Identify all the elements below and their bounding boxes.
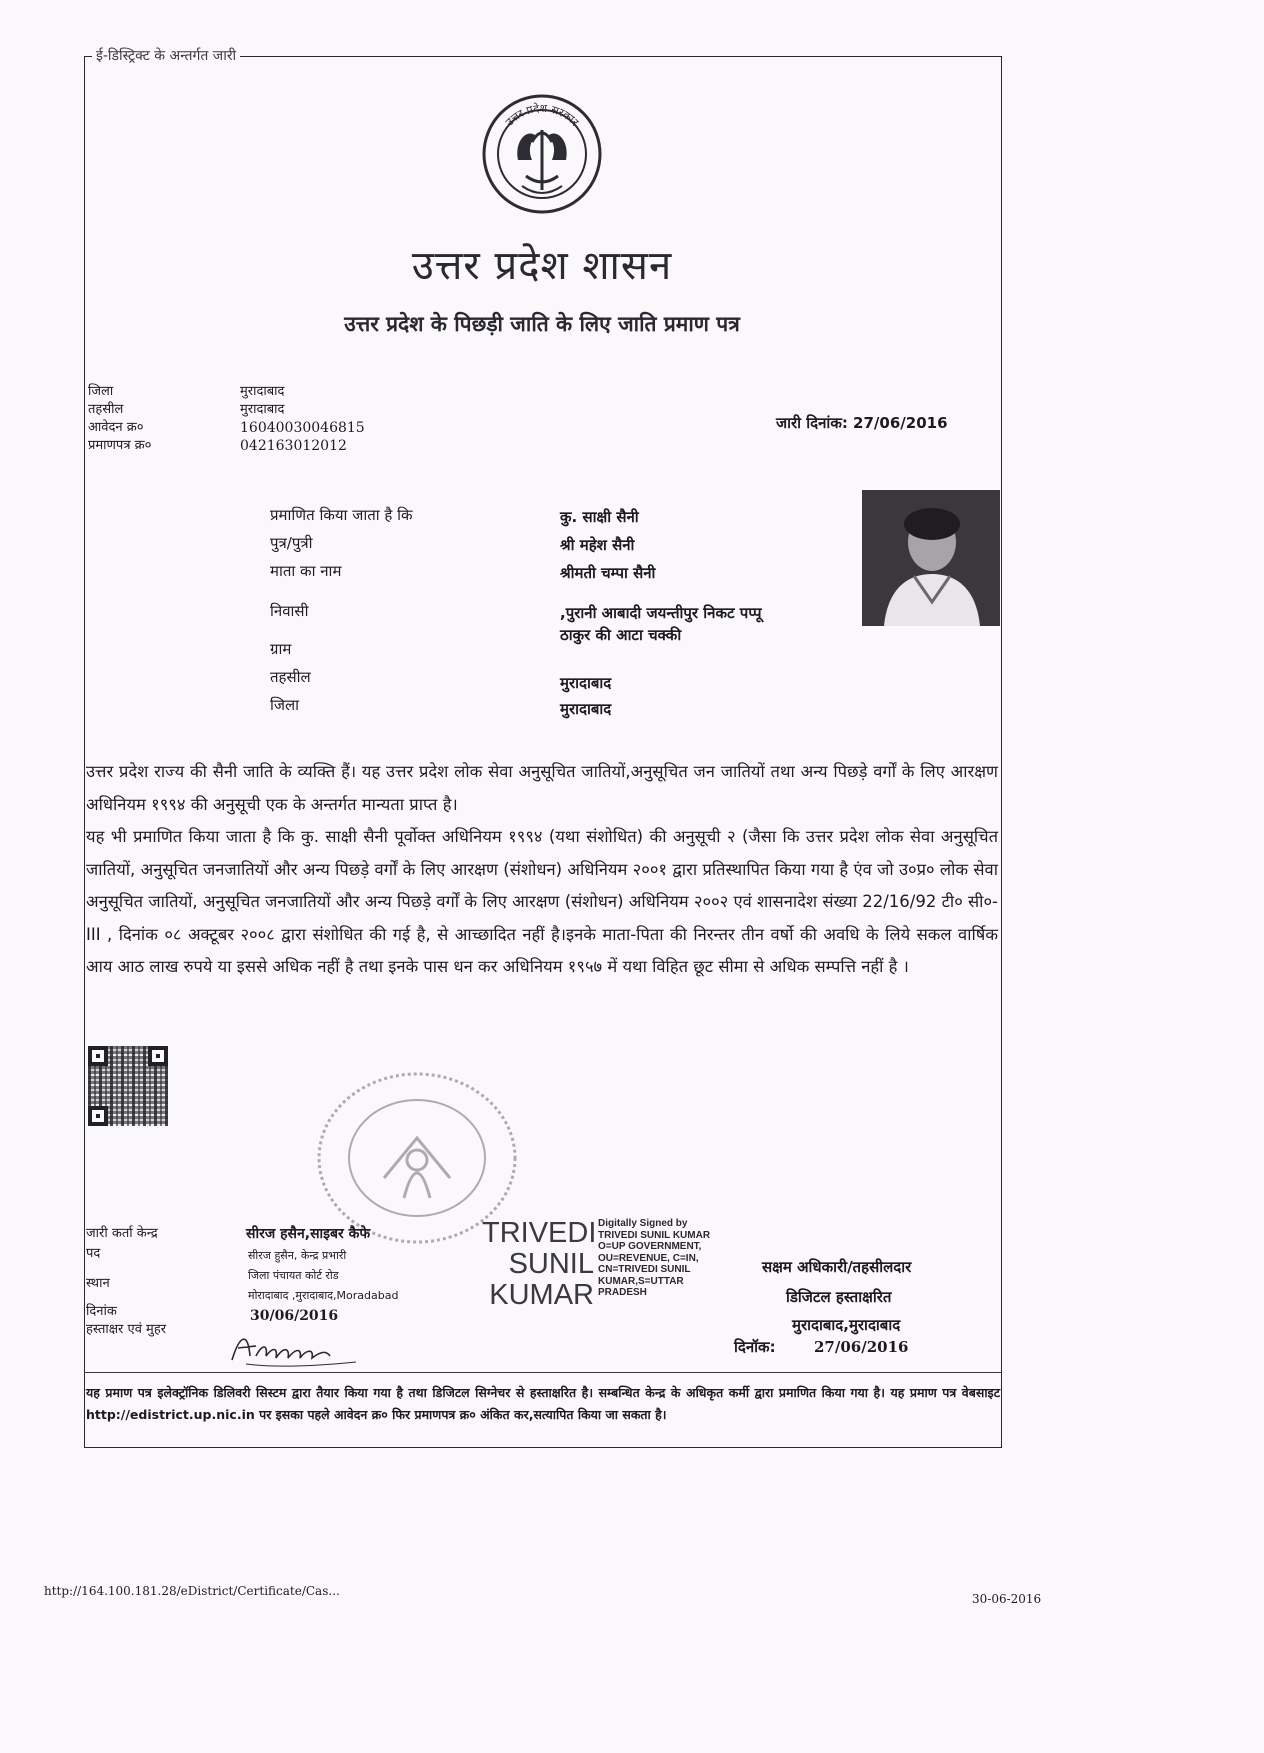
- body-paragraph-1: उत्तर प्रदेश राज्य की सैनी जाति के व्यक्ति हैं। यह उत्तर प्रदेश लोक सेवा अनुसूचित जातियों,अनुसूचित जन जातियों तथा अन्य पिछड़े वर्गों के लिए आरक्षण अधिनियम १९९४ की अनुसूची एक के अन्तर्गत मान्यता प्राप्त है।: [86, 762, 998, 814]
- meta-label-certificate-no: प्रमाणपत्र क्र०: [88, 438, 152, 453]
- label-mother-name: माता का नाम: [270, 562, 342, 580]
- father-name: श्री महेश सैनी: [560, 536, 635, 554]
- authority-digital-signed: डिजिटल हस्ताक्षरित: [786, 1288, 892, 1306]
- district-value: मुरादाबाद: [560, 700, 612, 718]
- issuer-label-center: जारी कर्ता केन्द्र: [86, 1226, 158, 1241]
- print-date: 30-06-2016: [972, 1592, 1042, 1606]
- page-title: उत्तर प्रदेश शासन: [411, 243, 673, 289]
- dsig-line: OU=REVENUE, C=IN,: [598, 1252, 699, 1264]
- meta-label-tehsil: तहसील: [88, 402, 124, 417]
- authority-date: 27/06/2016: [814, 1338, 909, 1356]
- issuer-name: सीरज हसैन,साइबर कैफे: [246, 1226, 371, 1242]
- label-resident: निवासी: [270, 602, 309, 620]
- issuer-designation: सीरज हुसैन, केन्द्र प्रभारी: [248, 1249, 347, 1262]
- meta-value-application-no: 16040030046815: [240, 420, 365, 436]
- digital-signer-name: [482, 1217, 597, 1311]
- issuer-signature: [226, 1326, 386, 1370]
- label-village: ग्राम: [270, 640, 292, 658]
- issuer-address: जिला पंचायत कोर्ट रोड: [248, 1269, 339, 1282]
- issuer-date: 30/06/2016: [250, 1308, 339, 1324]
- authority-title: सक्षम अधिकारी/तहसीलदार: [762, 1258, 912, 1276]
- authority-date-label: दिनॉक:: [734, 1338, 776, 1356]
- issuer-location: मोरादाबाद ,मुरादाबाद,Moradabad: [248, 1289, 399, 1302]
- label-district: जिला: [270, 696, 300, 714]
- svg-text:उत्तर प्रदेश सरकार: [503, 102, 582, 129]
- authority-place: मुरादाबाद,मुरादाबाद: [792, 1316, 901, 1334]
- tehsil-value: मुरादाबाद: [560, 674, 612, 692]
- issuer-label-date: दिनांक: [86, 1304, 117, 1319]
- applicant-name: कु. साक्षी सैनी: [560, 508, 639, 526]
- issuer-label-place: स्थान: [86, 1276, 110, 1291]
- label-certified-that: प्रमाणित किया जाता है कि: [270, 506, 413, 524]
- dsig-line: Digitally Signed by: [598, 1218, 688, 1229]
- up-government-emblem: [478, 90, 606, 214]
- mother-name: श्रीमती चम्पा सैनी: [560, 564, 656, 582]
- issue-date: जारी दिनांक: 27/06/2016: [776, 414, 948, 432]
- meta-label-application-no: आवेदन क्र०: [88, 420, 144, 435]
- certificate-subtitle: उत्तर प्रदेश के पिछड़ी जाति के लिए जाति प्रमाण पत्र: [344, 312, 740, 336]
- meta-label-district: जिला: [88, 384, 114, 399]
- certificate-body: [86, 756, 998, 984]
- issuer-label-signature-seal: हस्ताक्षर एवं मुहर: [86, 1322, 167, 1337]
- emblem-text: उत्तर प्रदेश सरकार: [502, 101, 582, 129]
- label-tehsil: तहसील: [270, 668, 311, 686]
- signer-name-line-3: KUMAR: [489, 1279, 594, 1311]
- header-note: ई-डिस्ट्रिक्ट के अन्तर्गत जारी: [92, 48, 240, 65]
- digital-signature-details: [598, 1218, 710, 1299]
- meta-value-tehsil: मुरादाबाद: [240, 402, 285, 417]
- address-line-1: ,पुरानी आबादी जयन्तीपुर निकट पप्पू: [560, 604, 762, 622]
- applicant-photo: [862, 490, 1000, 626]
- label-son-daughter-of: पुत्र/पुत्री: [270, 534, 313, 552]
- qr-code: [88, 1046, 168, 1126]
- dsig-line: KUMAR,S=UTTAR: [598, 1275, 684, 1287]
- dsig-line: O=UP GOVERNMENT,: [598, 1241, 702, 1252]
- footer-divider: [84, 1372, 1002, 1373]
- address-line-2: ठाकुर की आटा चक्की: [560, 626, 682, 644]
- meta-value-district: मुरादाबाद: [240, 384, 285, 399]
- dsig-line: PRADESH: [598, 1287, 647, 1298]
- dsig-line: TRIVEDI SUNIL KUMAR: [598, 1229, 711, 1241]
- dsig-line: CN=TRIVEDI SUNIL: [598, 1264, 691, 1275]
- signer-name-line-2: SUNIL: [508, 1248, 594, 1280]
- footer-note: यह प्रमाण पत्र इलेक्ट्रॉनिक डिलिवरी सिस्टम द्वारा तैयार किया गया है तथा डिजिटल सिग्नेचर से हस्ताक्षरित है। सम्बन्धित केन्द्र के अधिकृत कर्मी द्वारा प्रमाणित किया गया है। यह प्रमाण पत्र वेबसाइट http://edistrict.up.nic.in पर इसका पहले आवेदन क्र० फिर प्रमाणपत्र क्र० अंकित कर,सत्यापित किया जा सकता है।: [86, 1385, 1000, 1422]
- signer-name-line-1: TRIVEDI: [482, 1217, 597, 1249]
- print-url: http://164.100.181.28/eDistrict/Certificate/Cas...: [44, 1584, 340, 1598]
- body-paragraph-2: यह भी प्रमाणित किया जाता है कि कु. साक्षी सैनी पूर्वोक्त अधिनियम १९९४ (यथा संशोधित) की अनुसूची २ (जैसा कि उत्तर प्रदेश लोक सेवा अनुसूचित जातियों, अनुसूचित जनजातियों और अन्य पिछड़े वर्गों के लिए आरक्षण (संशोधन) अधिनियम २००१ द्वारा प्रतिस्थापित किया गया है एंव जो उ०प्र० लोक सेवा अनुसूचित जातियों, अनुसूचित जनजातियों और अन्य पिछड़े वर्गों के लिए आरक्षण (संशोधन) अधिनियम २००२ एवं शासनादेश संख्या 22/16/92 टी० सी०-III , दिनांक ०८ अक्टूबर २००८ द्वारा संशोधित की गई है, से आच्छादित नहीं है।इनके माता-पिता की निरन्तर तीन वर्षो की अवधि के लिये सकल वार्षिक आय आठ लाख रुपये या इससे अधिक नहीं है तथा इनके पास धन कर अधिनियम १९५७ में यथा विहित छूट सीमा से अधिक सम्पत्ति नहीं है ।: [86, 827, 998, 976]
- meta-value-certificate-no: 042163012012: [240, 438, 347, 454]
- issuer-label-post: पद: [86, 1246, 101, 1261]
